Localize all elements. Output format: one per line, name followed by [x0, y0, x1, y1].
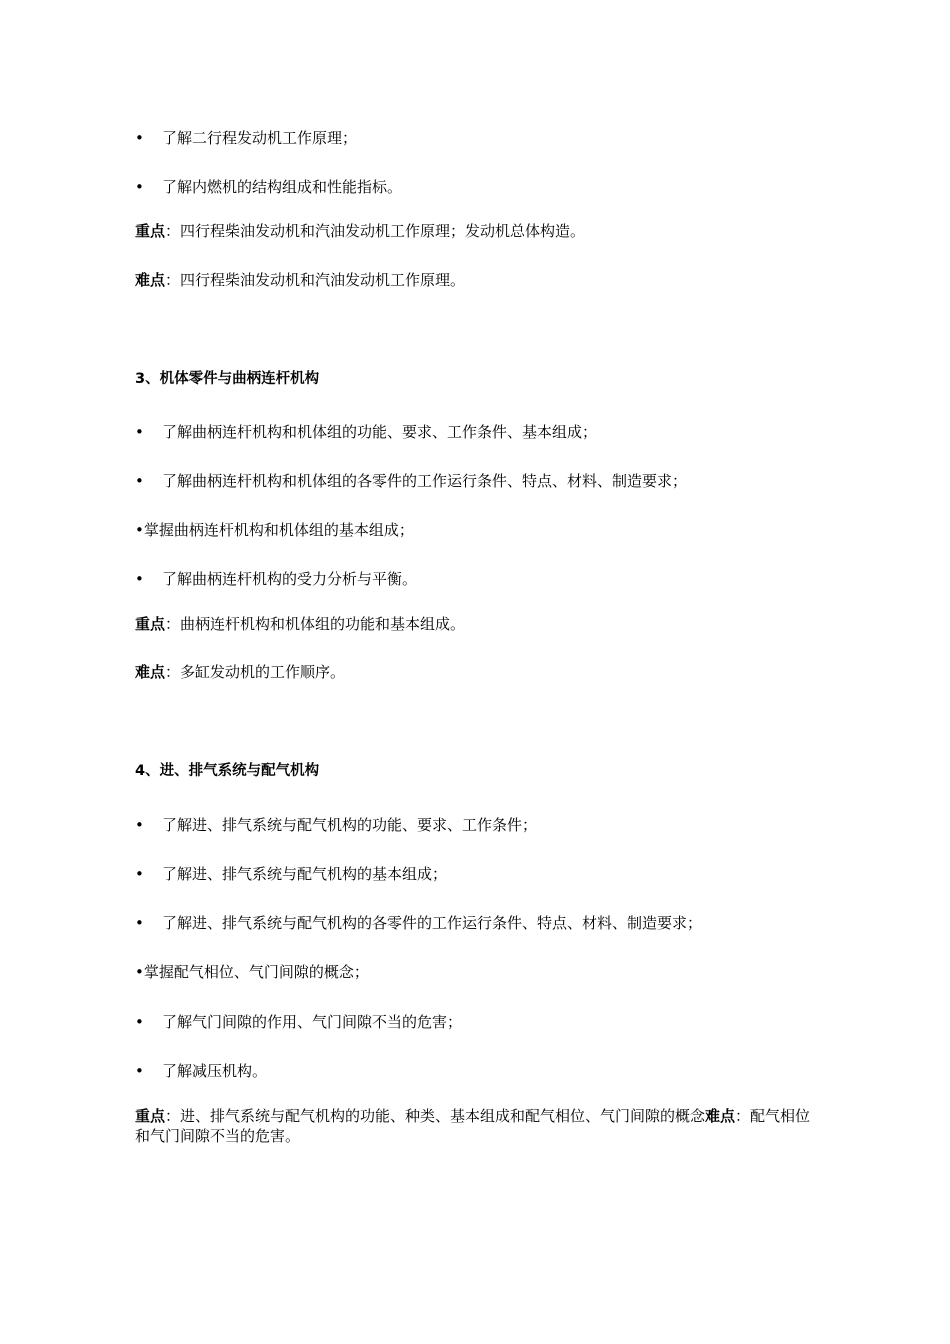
- difficult-points: [135, 270, 825, 290]
- list-item-text: 了解进、排气系统与配气机构的基本组成；: [162, 865, 448, 883]
- key-points-text: ：曲柄连杆机构和机体组的功能和基本组成。: [165, 615, 466, 633]
- bullet-icon: •: [135, 1062, 144, 1080]
- difficult-points: [135, 662, 825, 682]
- difficult-points-text: ：四行程柴油发动机和汽油发动机工作原理。: [165, 271, 466, 289]
- key-points-label: 重点: [135, 615, 166, 633]
- bullet-icon: •: [135, 914, 144, 932]
- difficult-points-text: ：配气相位和气门间隙不当的危害。: [135, 1107, 811, 1145]
- section-heading: 4、进、排气系统与配气机构: [135, 763, 320, 779]
- difficult-points-text: ：多缸发动机的工作顺序。: [165, 663, 346, 681]
- difficult-points-label: 难点: [135, 271, 166, 289]
- key-points-text: ：四行程柴油发动机和汽油发动机工作原理；发动机总体构造。: [165, 222, 586, 240]
- difficult-points-label: 难点: [705, 1107, 736, 1125]
- bullet-icon: •: [135, 472, 144, 490]
- list-item-text: 了解气门间隙的作用、气门间隙不当的危害；: [162, 1013, 463, 1031]
- list-item-text: 了解内燃机的结构组成和性能指标。: [162, 178, 403, 196]
- key-points: [135, 614, 825, 634]
- list-item-text: 了解进、排气系统与配气机构的功能、要求、工作条件；: [162, 816, 538, 834]
- list-item-text: 了解曲柄连杆机构和机体组的各零件的工作运行条件、特点、材料、制造要求；: [162, 472, 688, 490]
- bullet-icon: •: [135, 865, 144, 883]
- list-item-text: 了解减压机构。: [162, 1062, 268, 1080]
- list-item-inline: •掌握配气相位、气门间隙的概念；: [135, 963, 369, 981]
- list-item-text: 了解进、排气系统与配气机构的各零件的工作运行条件、特点、材料、制造要求；: [162, 914, 703, 932]
- bullet-icon: •: [135, 816, 144, 834]
- difficult-points-label: 难点: [135, 663, 166, 681]
- bullet-icon: •: [135, 178, 144, 196]
- list-item-text: 了解曲柄连杆机构的受力分析与平衡。: [162, 570, 418, 588]
- key-points-label: 重点: [135, 1107, 166, 1125]
- section-heading: 3、机体零件与曲柄连杆机构: [135, 371, 320, 387]
- key-points-label: 重点: [135, 222, 166, 240]
- bullet-icon: •: [135, 570, 144, 588]
- key-points: [135, 221, 825, 241]
- bullet-icon: •: [135, 129, 144, 147]
- list-item-inline: •掌握曲柄连杆机构和机体组的基本组成；: [135, 521, 414, 539]
- key-points-text: ：进、排气系统与配气机构的功能、种类、基本组成和配气相位、气门间隙的概念: [165, 1107, 706, 1125]
- bullet-icon: •: [135, 1013, 144, 1031]
- bullet-icon: •: [135, 423, 144, 441]
- list-item-text: 了解二行程发动机工作原理；: [162, 129, 358, 147]
- list-item-text: 了解曲柄连杆机构和机体组的功能、要求、工作条件、基本组成；: [162, 423, 598, 441]
- key-and-difficult-points: [135, 1106, 825, 1146]
